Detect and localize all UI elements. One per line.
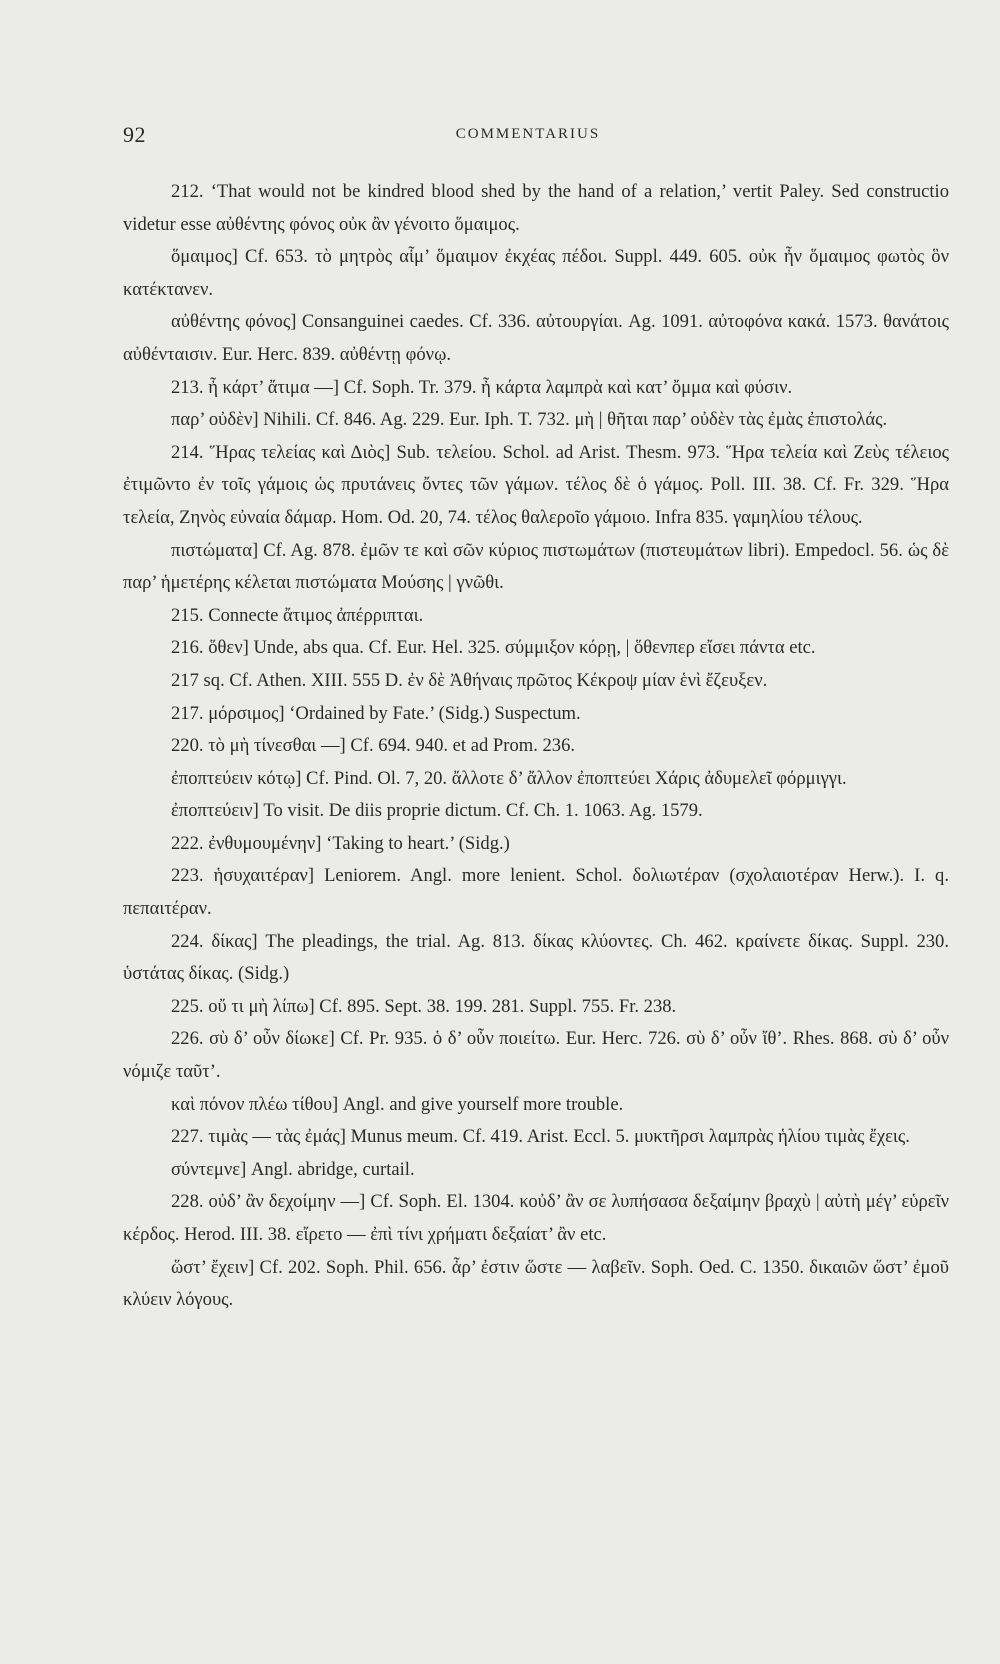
note-paragraph: ὅμαιμος] Cf. 653. τὸ μητρὸς αἷμ’ ὅμαιμον ἐκχέας πέδοι. Suppl. 449. 605. οὐκ ἦν ὅμαιμος φωτὸς ὃν κατέκτανεν. <box>123 246 949 300</box>
note-paragraph: καὶ πόνον πλέω τίθου] Angl. and give yourself more trouble. <box>171 1093 624 1115</box>
note-paragraph: 226. σὺ δ’ οὖν δίωκε] Cf. Pr. 935. ὁ δ’ οὖν ποιείτω. Eur. Herc. 726. σὺ δ’ οὖν ἴθ’. Rhes. 868. σὺ δ’ οὖν νόμιζε ταῦτ’. <box>123 1028 949 1083</box>
note-paragraph: 216. ὅθεν] Unde, abs qua. Cf. Eur. Hel. 325. σύμμιξον κόρῃ, | ὅθενπερ εἴσει πάντα etc. <box>171 637 816 659</box>
note-paragraph: 215. Connecte ἄτιμος ἀπέρριπται. <box>171 604 424 626</box>
note-paragraph: ἐποπτεύειν κότῳ] Cf. Pind. Ol. 7, 20. ἄλλοτε δ’ ἄλλον ἐποπτεύει Χάρις ἀδυμελεῖ φόρμιγγι. <box>171 767 847 789</box>
note-paragraph: 212. ‘That would not be kindred blood shed by the hand of a relation,’ vertit Paley. Sed constructio videtur esse αὐθέντης φόνος οὐκ ἂν γένοιτο ὅμαιμος. <box>123 181 949 235</box>
running-head: COMMENTARIUS <box>455 126 601 142</box>
page-number: 92 <box>123 122 146 147</box>
note-paragraph: ὥστ’ ἔχειν] Cf. 202. Soph. Phil. 656. ἆρ’ ἐστιν ὥστε — λαβεῖν. Soph. Oed. C. 1350. δικαιῶν ὥστ’ ἐμοῦ κλύειν λόγους. <box>123 1256 949 1311</box>
note-paragraph: 217. μόρσιμος] ‘Ordained by Fate.’ (Sidg.) Suspectum. <box>171 702 581 724</box>
note-paragraph: 227. τιμὰς — τὰς ἐμάς] Munus meum. Cf. 419. Arist. Eccl. 5. μυκτῆρσι λαμπρὰς ἡλίου τιμὰς ἔχεις. <box>171 1126 910 1148</box>
note-paragraph: σύντεμνε] Angl. abridge, curtail. <box>171 1158 415 1180</box>
note-paragraph: 223. ἡσυχαιτέραν] Leniorem. Angl. more lenient. Schol. δολιωτέραν (σχολαιοτέραν Herw.). I. q. πεπαιτέραν. <box>123 865 949 920</box>
note-paragraph: 220. τὸ μὴ τίνεσθαι —] Cf. 694. 940. et ad Prom. 236. <box>171 735 576 757</box>
note-paragraph: 217 sq. Cf. Athen. XIII. 555 D. ἐν δὲ Ἀθήναις πρῶτος Κέκροψ μίαν ἑνὶ ἔζευξεν. <box>171 669 768 691</box>
commentary-body <box>123 176 949 1317</box>
page-header <box>123 122 933 154</box>
note-paragraph: 214. Ἥρας τελείας καὶ Διὸς] Sub. τελείου. Schol. ad Arist. Thesm. 973. Ἥρα τελεία καὶ Ζεὺς τέλειος ἐτιμῶντο ἐν τοῖς γάμοις ὡς πρυτάνεις ὄντες τῶν γάμων. τέλος δὲ ὁ γάμος. Poll. III. 38. Cf. Fr. 329. Ἥρα τελεία, Ζηνὸς εὐναία δάμαρ. Hom. Od. 20, 74. τέλος θαλεροῖο γάμοιο. Infra 835. γαμηλίου τέλους. <box>123 441 949 528</box>
note-paragraph: αὐθέντης φόνος] Consanguinei caedes. Cf. 336. αὐτουργίαι. Ag. 1091. αὐτοφόνα κακά. 1573. θανάτοις αὐθένταισιν. Eur. Herc. 839. αὐθέντῃ φόνῳ. <box>123 311 949 365</box>
note-paragraph: πιστώματα] Cf. Ag. 878. ἐμῶν τε καὶ σῶν κύριος πιστωμάτων (πιστευμάτων libri). Empedocl. 56. ὡς δὲ παρ’ ἡμετέρης κέλεται πιστώματα Μούσης | γνῶθι. <box>123 539 949 594</box>
note-paragraph: 213. ἦ κάρτ’ ἄτιμα —] Cf. Soph. Tr. 379. ἦ κάρτα λαμπρὰ καὶ κατ’ ὄμμα καὶ φύσιν. <box>171 376 793 398</box>
note-paragraph: 228. οὐδ’ ἂν δεχοίμην —] Cf. Soph. El. 1304. κοὐδ’ ἂν σε λυπήσασα δεξαίμην βραχὺ | αὐτὴ μέγ’ εὑρεῖν κέρδος. Herod. III. 38. εἴρετο — ἐπὶ τίνι χρήματι δεξαίατ’ ἂν etc. <box>123 1191 949 1245</box>
note-paragraph: 225. οὔ τι μὴ λίπω] Cf. 895. Sept. 38. 199. 281. Suppl. 755. Fr. 238. <box>171 995 677 1017</box>
note-paragraph: 222. ἐνθυμουμένην] ‘Taking to heart.’ (Sidg.) <box>171 832 510 854</box>
note-paragraph: 224. δίκας] The pleadings, the trial. Ag. 813. δίκας κλύοντες. Ch. 462. κραίνετε δίκας. Suppl. 230. ὑστάτας δίκας. (Sidg.) <box>123 930 949 985</box>
note-paragraph: παρ’ οὐδὲν] Nihili. Cf. 846. Ag. 229. Eur. Iph. T. 732. μὴ | θῆται παρ’ οὐδὲν τὰς ἐμὰς ἐπιστολάς. <box>171 409 888 431</box>
note-paragraph: ἐποπτεύειν] To visit. De diis proprie dictum. Cf. Ch. 1. 1063. Ag. 1579. <box>171 800 703 822</box>
